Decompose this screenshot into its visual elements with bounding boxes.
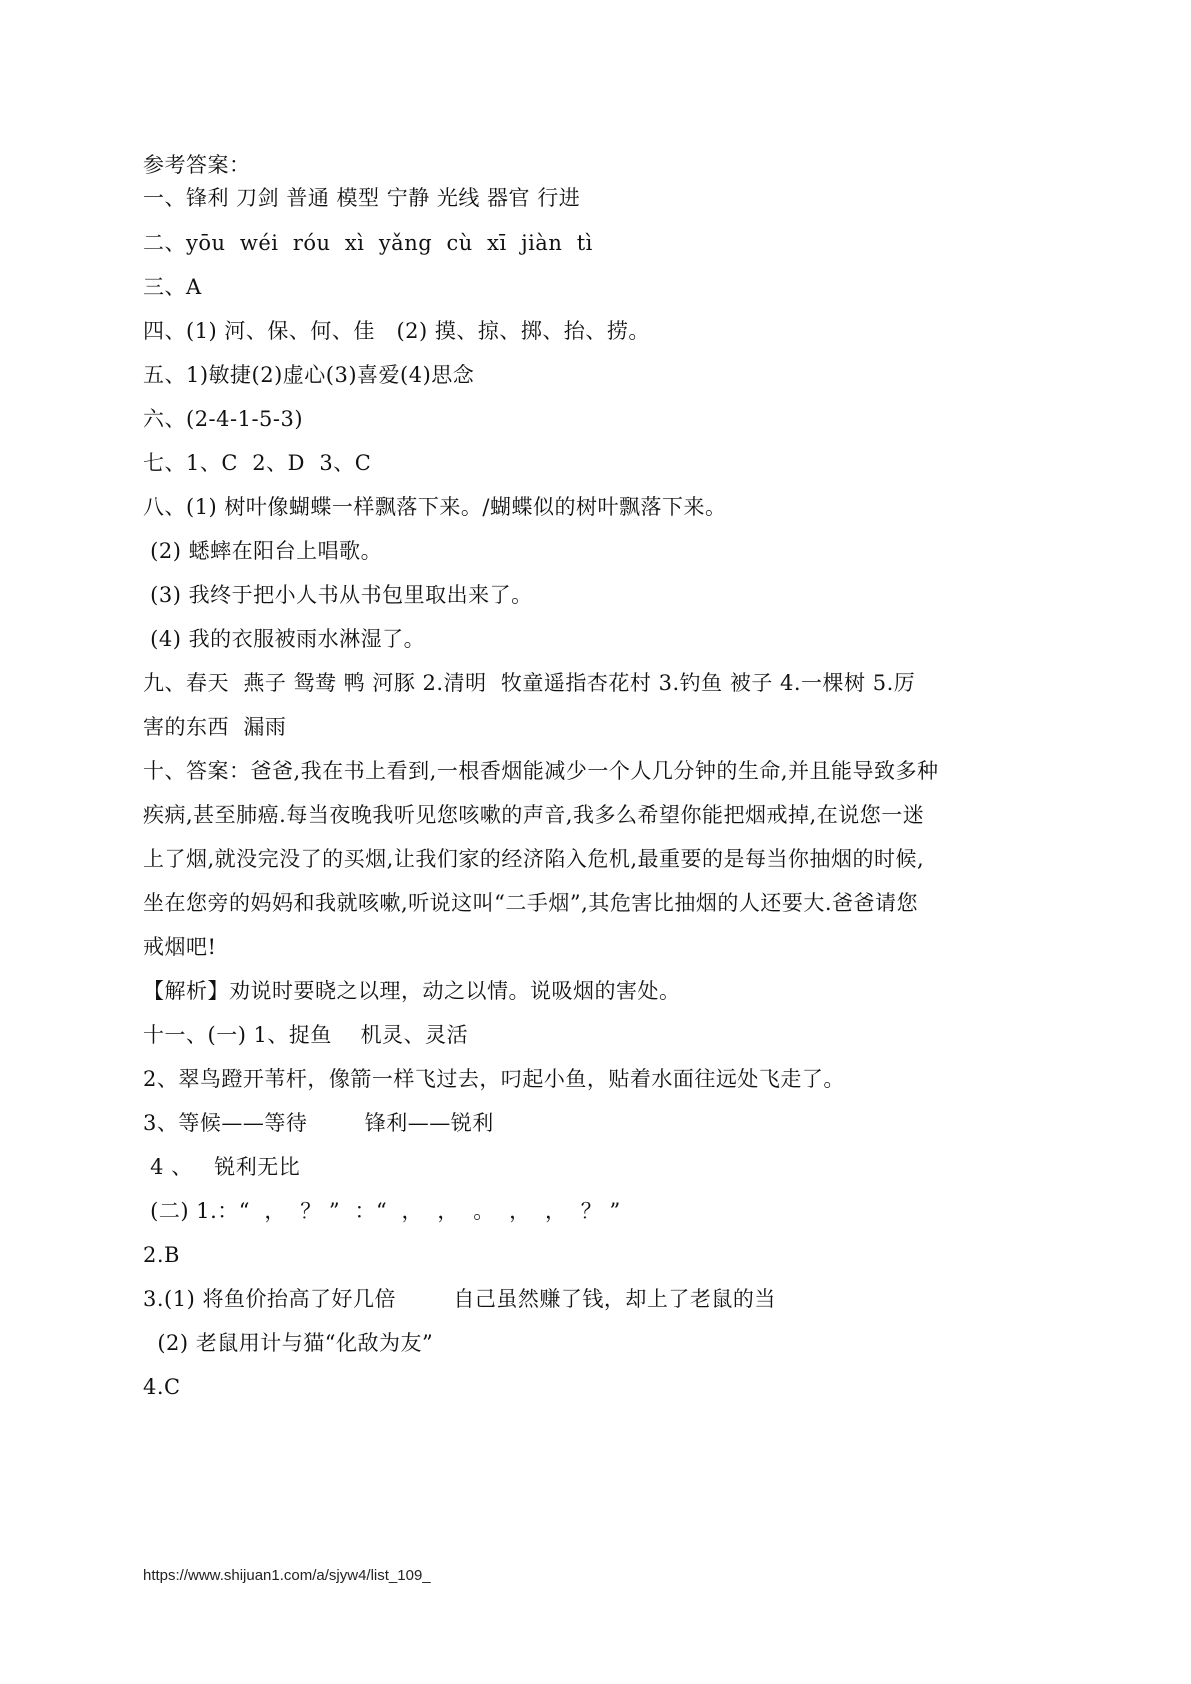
- answer-line-9-cont: 害的东西 漏雨: [143, 715, 287, 739]
- answer-line-8-3: (3) 我终于把小人书从书包里取出来了。: [143, 583, 533, 607]
- answer-line-3: 三、A: [143, 275, 202, 299]
- answer-line-11: 十一、(一) 1、捉鱼 机灵、灵活: [143, 1023, 469, 1047]
- answer-line-9: 九、春天 燕子 鸳鸯 鸭 河豚 2.清明 牧童遥指杏花村 3.钓鱼 被子 4.一棵树 5.厉: [143, 671, 916, 695]
- answer-line-10: 十、答案：爸爸,我在书上看到,一根香烟能减少一个人几分钟的生命,并且能导致多种: [143, 759, 939, 783]
- answer-line-10-cont-1: 疾病,甚至肺癌.每当夜晚我听见您咳嗽的声音,我多么希望你能把烟戒掉,在说您一迷: [143, 803, 925, 827]
- answer-line-11-part2-3: 3.(1) 将鱼价抬高了好几倍 自己虽然赚了钱，却上了老鼠的当: [143, 1287, 776, 1311]
- answer-line-10-cont-2: 上了烟,就没完没了的买烟,让我们家的经济陷入危机,最重要的是每当你抽烟的时候,: [143, 847, 925, 871]
- answer-line-6: 六、(2-4-1-5-3): [143, 407, 304, 431]
- answer-line-11-part2-4: 4.C: [143, 1375, 181, 1399]
- answer-line-11-4: 4 、 锐利无比: [143, 1155, 301, 1179]
- answer-line-8-2: (2) 蟋蟀在阳台上唱歌。: [143, 539, 383, 563]
- answer-line-11-3: 3、等候——等待 锋利——锐利: [143, 1111, 494, 1135]
- answer-line-8-4: (4) 我的衣服被雨水淋湿了。: [143, 627, 426, 651]
- answer-line-4: 四、(1) 河、保、何、佳 (2) 摸、掠、掷、抬、捞。: [143, 319, 650, 343]
- answer-line-11-part2-2: 2.B: [143, 1243, 180, 1267]
- answer-line-1: 一、锋利 刀剑 普通 模型 宁静 光线 器官 行进: [143, 186, 581, 210]
- answer-line-5: 五、1)敏捷(2)虚心(3)喜爱(4)思念: [143, 363, 475, 387]
- answer-line-10-cont-4: 戒烟吧!: [143, 935, 217, 959]
- footer-url[interactable]: https://www.shijuan1.com/a/sjyw4/list_109_: [143, 1567, 431, 1584]
- answer-line-11-2: 2、翠鸟蹬开苇杆，像箭一样飞过去，叼起小鱼，贴着水面往远处飞走了。: [143, 1067, 845, 1091]
- answer-heading: 参考答案：: [143, 153, 251, 177]
- answer-line-11-part2-3b: (2) 老鼠用计与猫“化敌为友”: [143, 1331, 434, 1355]
- analysis-line: 【解析】劝说时要晓之以理，动之以情。说吸烟的害处。: [143, 979, 681, 1003]
- answer-line-11-part2-1: (二) 1.：“ ， ？ ” ：“ ， ， 。 ， ， ？ ”: [143, 1199, 621, 1223]
- answer-line-8: 八、(1) 树叶像蝴蝶一样飘落下来。/蝴蝶似的树叶飘落下来。: [143, 495, 727, 519]
- answer-line-10-cont-3: 坐在您旁的妈妈和我就咳嗽,听说这叫“二手烟”,其危害比抽烟的人还要大.爸爸请您: [143, 891, 918, 915]
- answer-line-7: 七、1、C 2、D 3、C: [143, 451, 372, 475]
- answer-line-2: 二、yōu wéi róu xì yǎng cù xī jiàn tì: [143, 231, 593, 255]
